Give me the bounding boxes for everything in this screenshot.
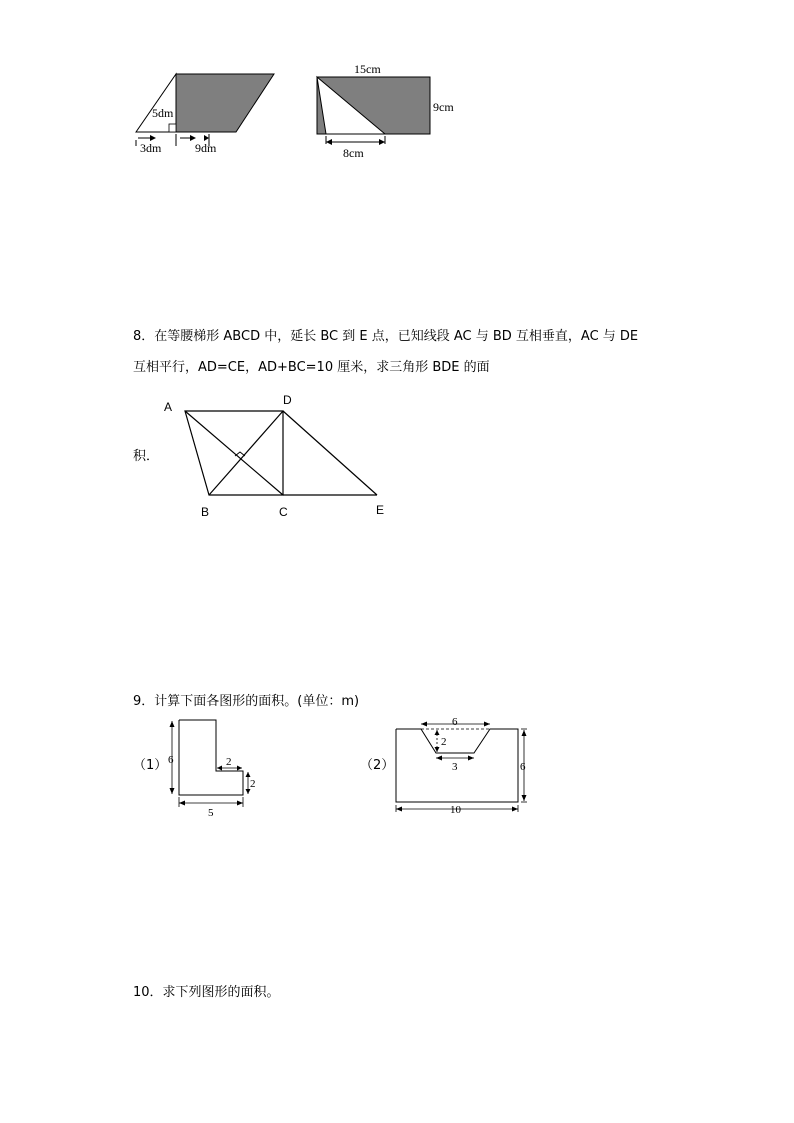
- part1-bottom: 5: [208, 807, 214, 819]
- part1-height: 6: [168, 754, 174, 766]
- label-a: A: [164, 400, 173, 414]
- part1-notch-width: 2: [226, 756, 232, 768]
- parallelogram-figure: [130, 68, 290, 158]
- part2-right: 6: [520, 761, 526, 773]
- right-label: 9dm: [195, 141, 217, 155]
- part2-trap-bottom: 3: [452, 761, 458, 773]
- rectangle-notch-figure: [390, 712, 535, 822]
- height-label: 5dm: [152, 106, 174, 120]
- part2-trap-top: 6: [452, 716, 458, 728]
- left-label: 3dm: [140, 141, 162, 155]
- rectangle-figure: [310, 60, 470, 160]
- top-label: 15cm: [354, 62, 381, 76]
- trapezoid-figure: [150, 388, 400, 523]
- bottom-label: 8cm: [343, 146, 364, 160]
- part2-label: （2）: [360, 758, 395, 773]
- label-e: E: [376, 503, 385, 517]
- question8-line1: 8．在等腰梯形 ABCD 中，延长 BC 到 E 点，已知线段 AC 与 BD 互相垂直，AC 与 DE: [133, 329, 639, 344]
- part2-bottom: 10: [450, 804, 461, 816]
- question8-line3: 积．: [133, 449, 160, 464]
- question8-line2: 互相平行，AD=CE，AD+BC=10 厘米，求三角形 BDE 的面: [133, 360, 490, 375]
- label-b: B: [201, 505, 210, 519]
- question9-text: 9．计算下面各图形的面积。(单位：m): [133, 694, 360, 709]
- part1-label: （1）: [133, 758, 168, 773]
- part1-notch-height: 2: [250, 778, 256, 790]
- part2-trap-height: 2: [441, 736, 447, 748]
- side-label: 9cm: [433, 100, 454, 114]
- label-d: D: [283, 393, 292, 407]
- l-shape-figure: [166, 715, 266, 820]
- label-c: C: [279, 505, 288, 519]
- question10-text: 10．求下列图形的面积。: [133, 985, 280, 1000]
